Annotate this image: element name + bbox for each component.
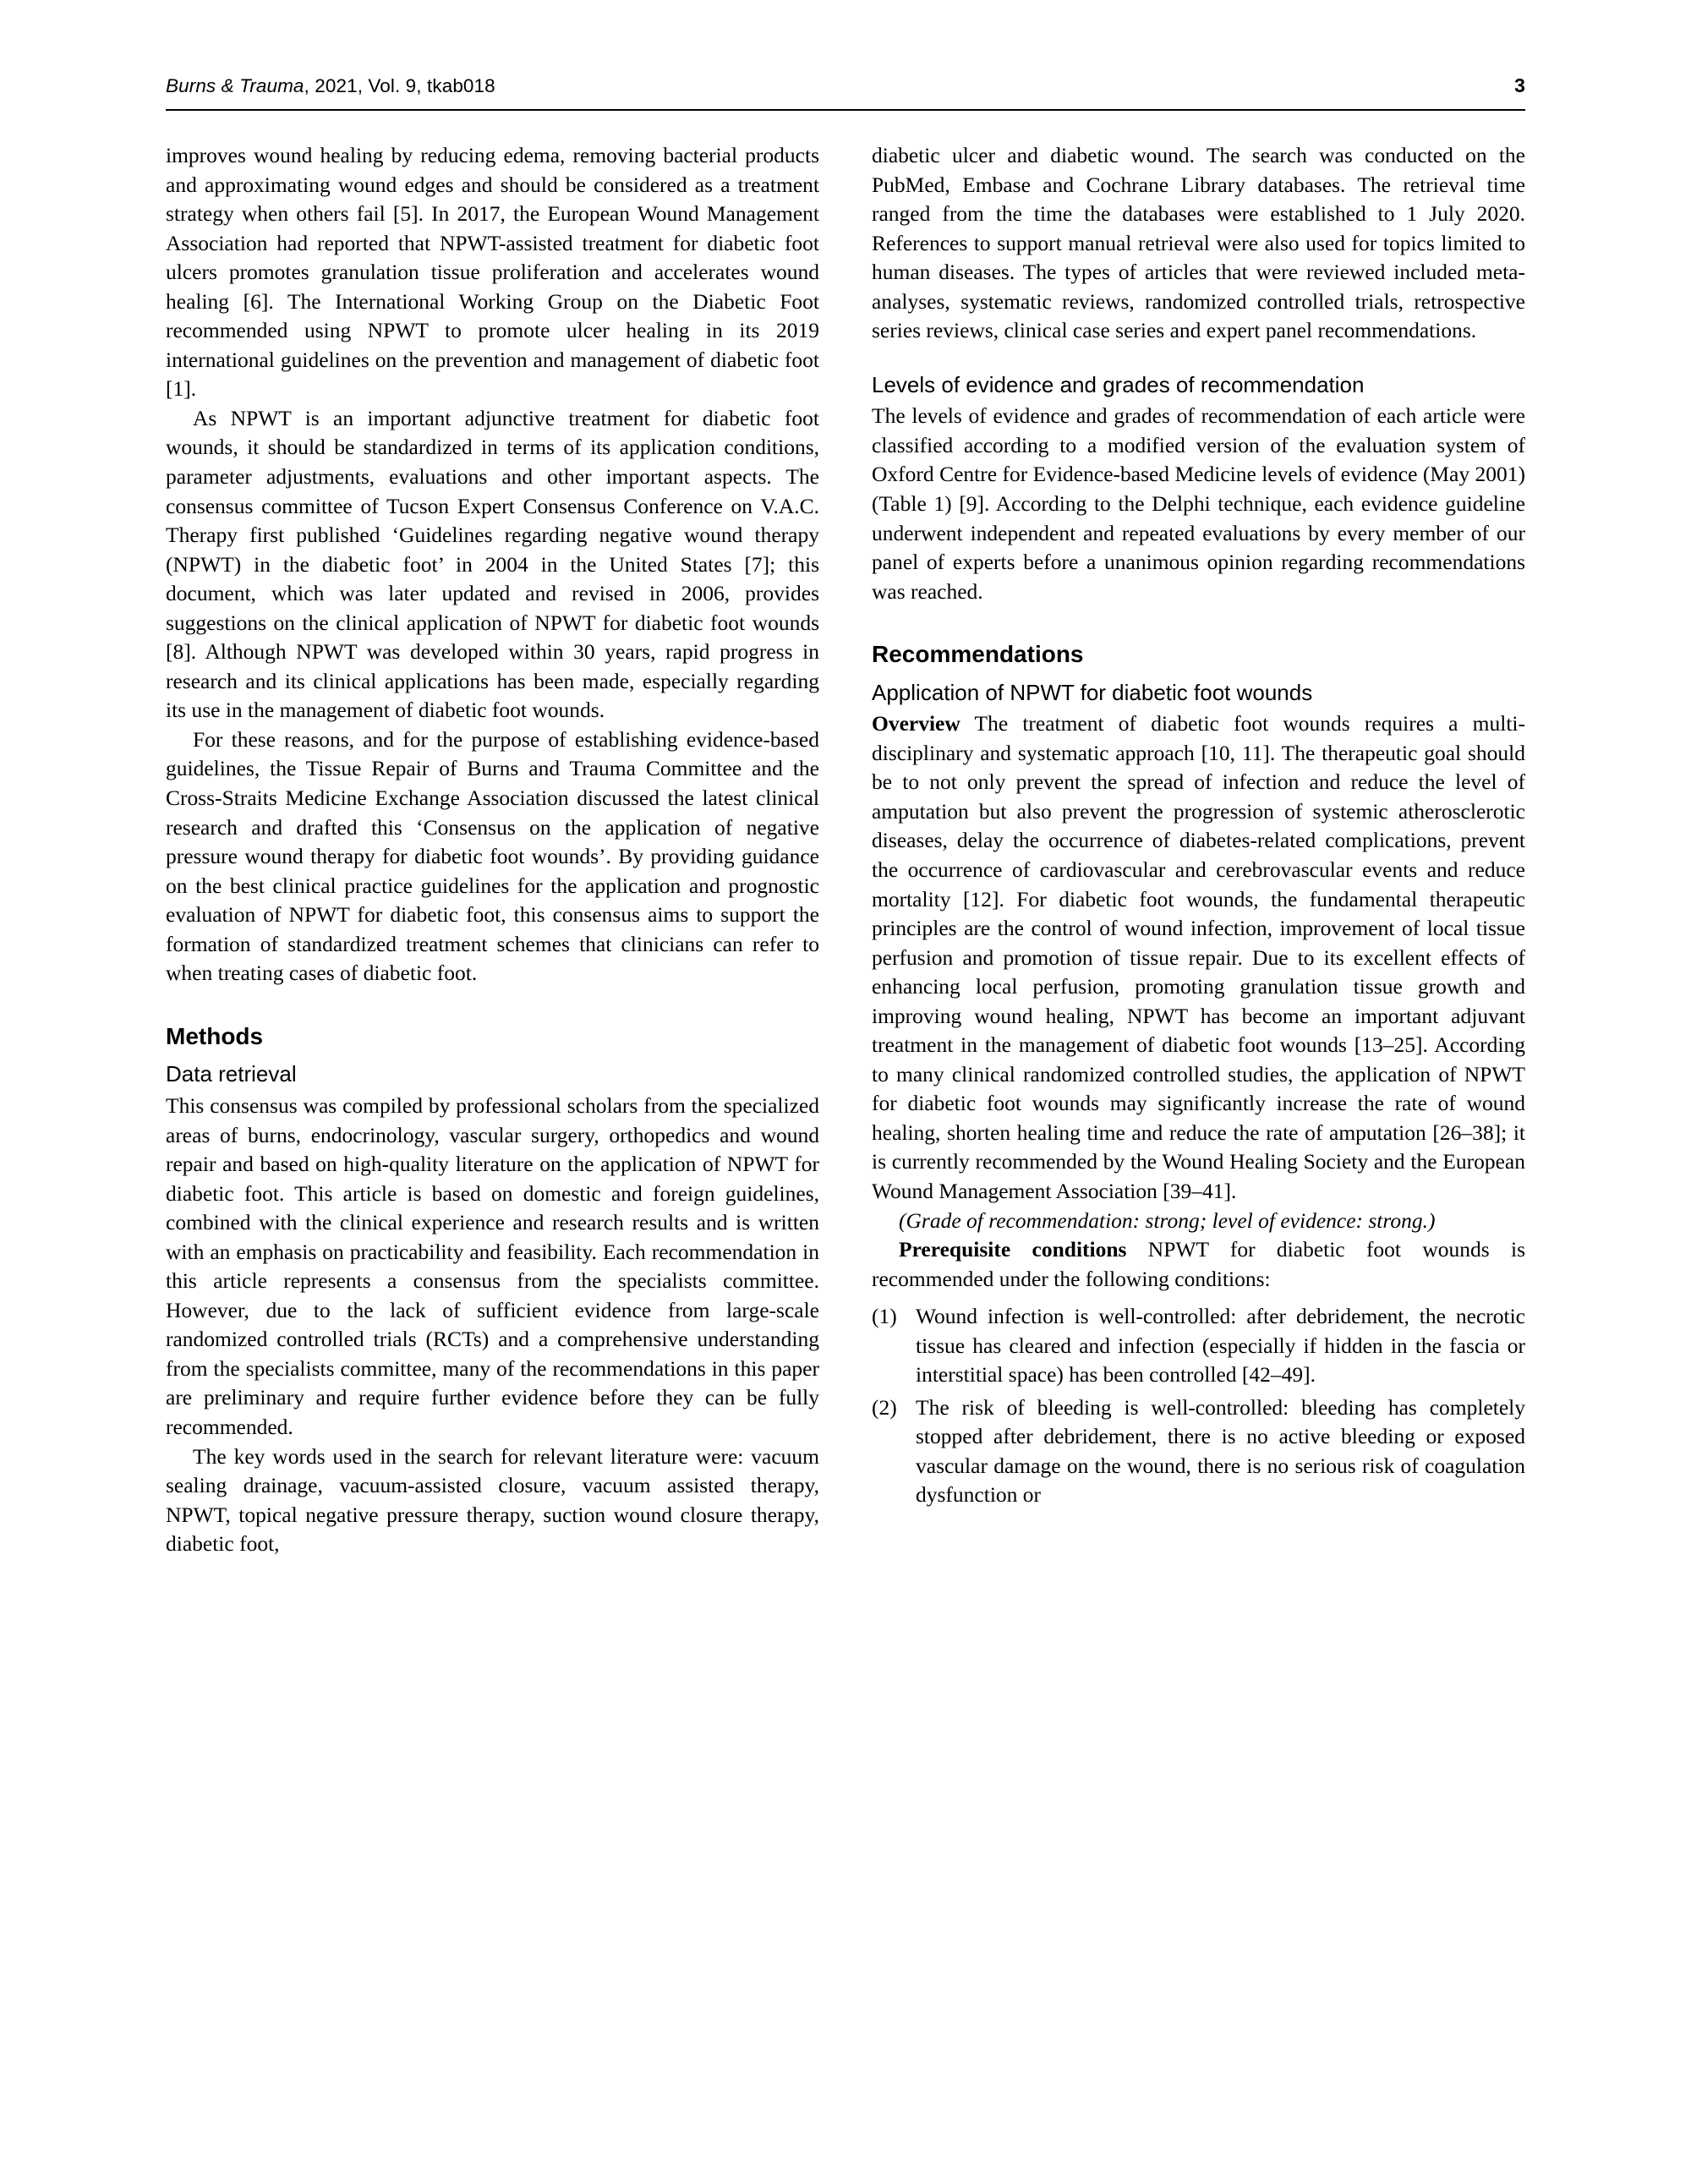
header-divider <box>166 109 1525 111</box>
list-item-text: Wound infection is well-controlled: after debridement, the necrotic tissue has cleared and infection (especially if hidden in the fascia or interstitial space) has been controlled [42–49]. <box>916 1304 1525 1388</box>
list-item <box>872 1393 1525 1510</box>
overview-text: The treatment of diabetic foot wounds requires a multi-disciplinary and systematic approach [10, 11]. The therapeutic goal should be to not only prevent the spread of infection and reduce the level of amputation but also prevent the progression of systemic atherosclerotic diseases, delay the occurrence of diabetes-related complications, prevent the occurrence of cardiovascular and cerebrovascular events and reduce mortality [12]. For diabetic foot wounds, the fundamental therapeutic principles are the control of wound infection, improvement of local tissue perfusion and promotion of tissue repair. Due to its excellent effects of enhancing local perfusion, promoting granulation tissue growth and improving wound healing, NPWT has become an important adjuvant treatment in the management of diabetic foot wounds [13–25]. According to many clinical randomized controlled studies, the application of NPWT for diabetic foot wounds may significantly increase the rate of wound healing, shorten healing time and reduce the rate of amputation [26–38]; it is currently recommended by the Wound Healing Society and the European Wound Management Association [39–41]. <box>872 711 1525 1203</box>
prerequisite-text: NPWT for diabetic foot wounds is recommended under the following conditions: <box>872 1237 1525 1291</box>
paragraph-grade-note: (Grade of recommendation: strong; level of evidence: strong.) <box>899 1207 1436 1233</box>
two-column-body <box>166 141 1525 1559</box>
journal-title: Burns & Trauma <box>166 75 304 96</box>
heading-data-retrieval: Data retrieval <box>166 1061 297 1087</box>
page-header <box>166 74 1525 109</box>
left-column <box>166 141 819 1559</box>
paragraph-keywords: The key words used in the search for relevant literature were: vacuum sealing drainage, vacuum-assisted closure, vacuum assisted therapy, NPWT, topical negative pressure therapy, suction wound closure therapy, diabetic foot, <box>166 1443 819 1557</box>
list-marker: (1) <box>872 1304 897 1329</box>
right-column <box>872 141 1525 1559</box>
paragraph-npwt-standardization: As NPWT is an important adjunctive treatment for diabetic foot wounds, it should be standardized in terms of its application conditions, parameter adjustments, evaluations and other important aspects. The consensus committee of Tucson Expert Consensus Conference on V.A.C. Therapy first published ‘Guidelines regarding negative wound therapy (NPWT) in the diabetic foot’ in 2004 in the United States [7]; this document, which was later updated and revised in 2006, provides suggestions on the clinical application of NPWT for diabetic foot wounds [8]. Although NPWT was developed within 30 years, rapid progress in research and its clinical applications has been made, especially regarding its use in the management of diabetic foot wounds. <box>166 405 819 723</box>
header-citation <box>166 75 495 97</box>
list-marker: (2) <box>872 1394 897 1420</box>
paragraph-levels-of-evidence: The levels of evidence and grades of recommendation of each article were classified according to a modified version of the evaluation system of Oxford Centre for Evidence-based Medicine levels of evidence (May 2001) (Table 1) [9]. According to the Delphi technique, each evidence guideline underwent independent and repeated evaluations by every member of our panel of experts before a unanimous opinion regarding recommendations was reached. <box>872 403 1525 604</box>
list-item-text: The risk of bleeding is well-controlled: bleeding has completely stopped after debridement, there is no active bleeding or exposed vascular damage on the wound, there is no serious risk of coagulation dysfunction or <box>916 1394 1525 1508</box>
paragraph-continuation: improves wound healing by reducing edema, removing bacterial products and approximating wound edges and should be considered as a treatment strategy when others fail [5]. In 2017, the European Wound Management Association had reported that NPWT-assisted treatment for diabetic foot ulcers promotes granulation tissue proliferation and accelerates wound healing [6]. The International Working Group on the Diabetic Foot recommended using NPWT to promote ulcer healing in its 2019 international guidelines on the prevention and management of diabetic foot [1]. <box>166 143 819 402</box>
paragraph-search-databases: diabetic ulcer and diabetic wound. The search was conducted on the PubMed, Embase and Cochrane Library databases. The retrieval time ranged from the time the databases were established to 1 July 2020. References to support manual retrieval were also used for topics limited to human diseases. The types of articles that were reviewed included meta-analyses, systematic reviews, randomized controlled trials, retrospective series reviews, clinical case series and expert panel recommendations. <box>872 143 1525 343</box>
heading-levels-of-evidence: Levels of evidence and grades of recommendation <box>872 371 1365 397</box>
prerequisite-conditions-list <box>872 1302 1525 1510</box>
paragraph-data-retrieval: This consensus was compiled by professional scholars from the specialized areas of burns, endocrinology, vascular surgery, orthopedics and wound repair and based on high-quality literature on the application of NPWT for diabetic foot. This article is based on domestic and foreign guidelines, combined with the clinical experience and research results and is written with an emphasis on practicability and feasibility. Each recommendation in this article represents a consensus from the specialists committee. However, due to the lack of sufficient evidence from large-scale randomized controlled trials (RCTs) and a comprehensive understanding from the specialists committee, many of the recommendations in this paper are preliminary and require further evidence before they can be fully recommended. <box>166 1092 819 1439</box>
runin-prerequisite: Prerequisite conditions <box>899 1237 1127 1262</box>
runin-overview: Overview <box>872 711 960 736</box>
paragraph-consensus-purpose: For these reasons, and for the purpose of establishing evidence-based guidelines, the Tissue Repair of Burns and Trauma Committee and the Cross-Straits Medicine Exchange Association discussed the latest clinical research and drafted this ‘Consensus on the application of negative pressure wound therapy for diabetic foot wounds’. By providing guidance on the best clinical practice guidelines for the application and prognostic evaluation of NPWT for diabetic foot, this consensus aims to support the formation of standardized treatment schemes that clinicians can refer to when treating cases of diabetic foot. <box>166 726 819 986</box>
paragraph-prerequisite <box>872 1235 1525 1294</box>
paragraph-overview <box>872 709 1525 1206</box>
journal-issue: , 2021, Vol. 9, tkab018 <box>304 75 495 96</box>
page-number: 3 <box>1514 74 1525 96</box>
heading-application-npwt: Application of NPWT for diabetic foot wounds <box>872 679 1313 705</box>
list-item <box>872 1302 1525 1390</box>
heading-methods: Methods <box>166 1022 264 1049</box>
heading-recommendations: Recommendations <box>872 641 1084 668</box>
